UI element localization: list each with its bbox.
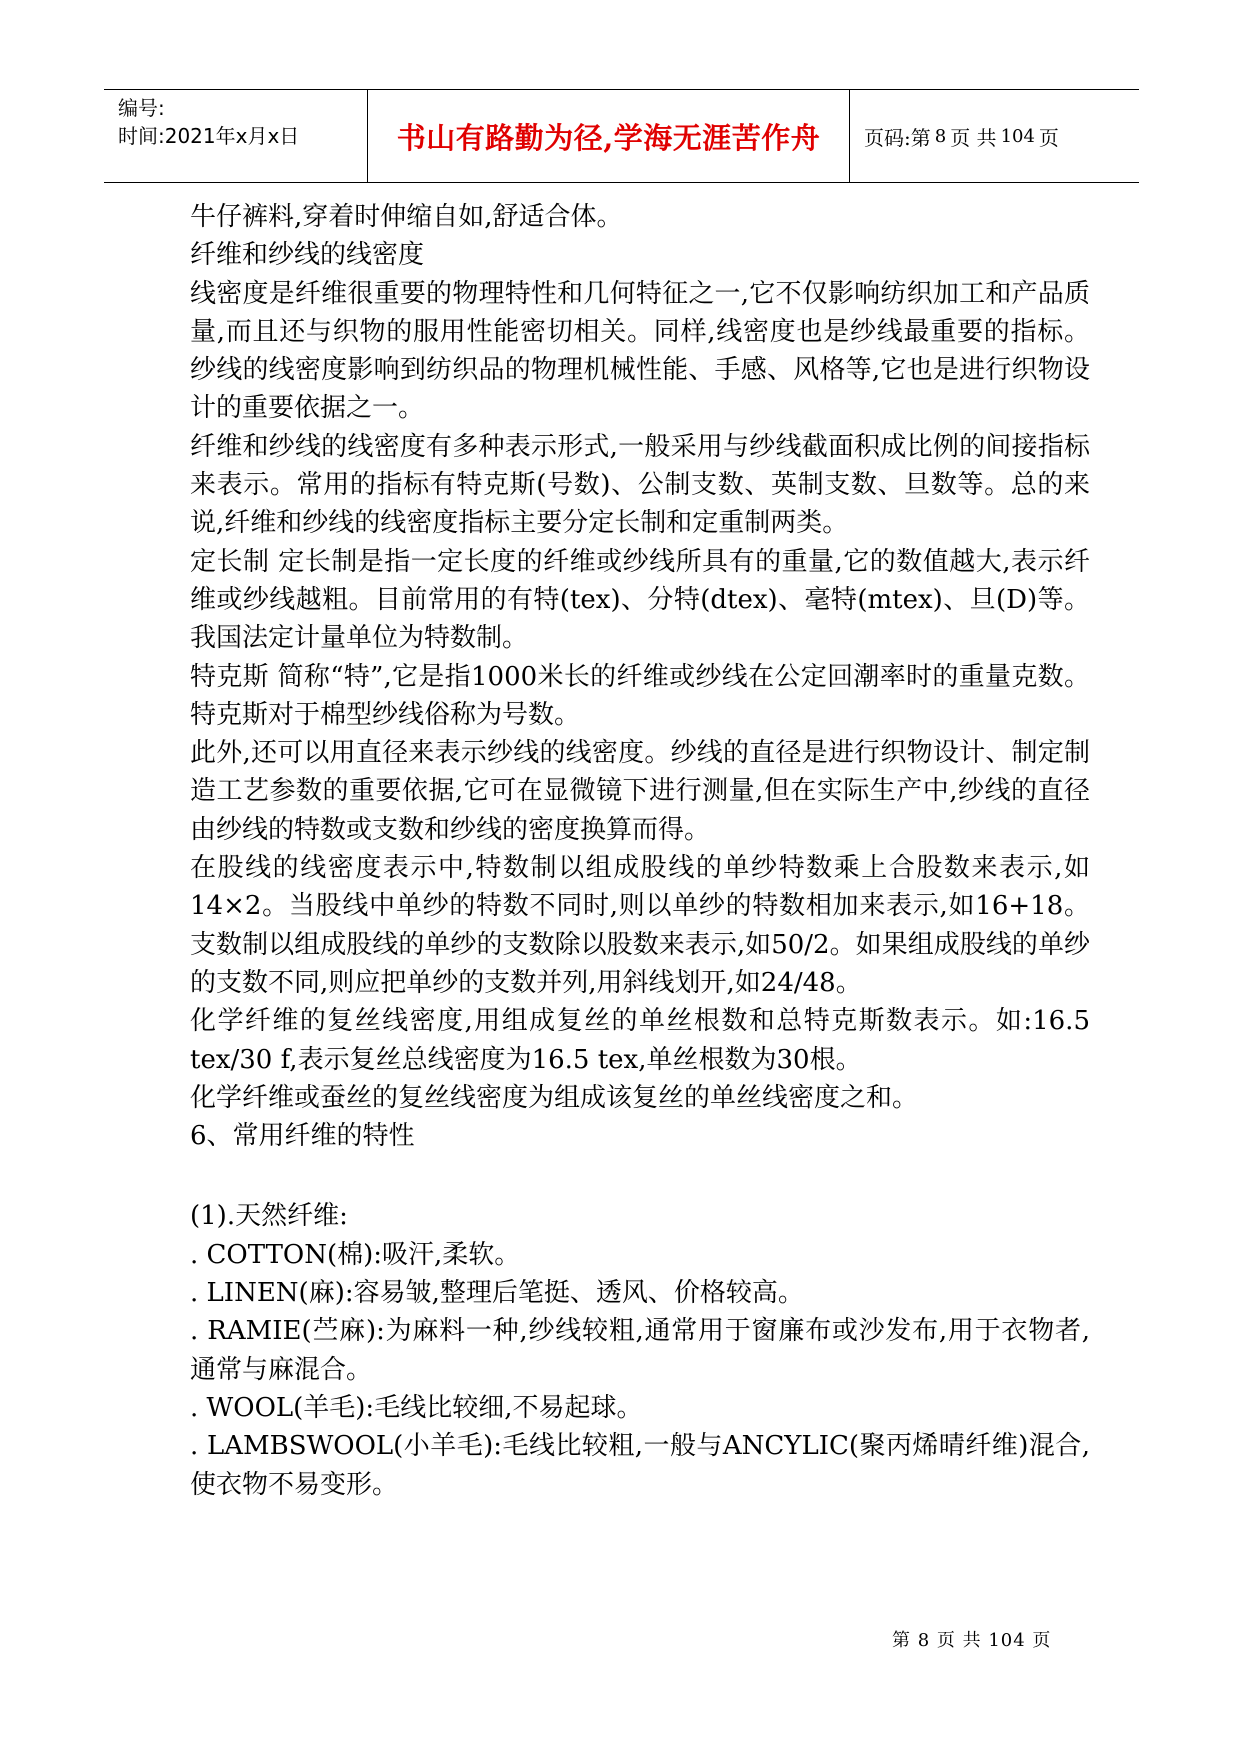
list-item: . COTTON(棉):吸汗,柔软。: [190, 1239, 521, 1270]
page-footer: 第 8 页 共 104 页: [892, 1630, 1052, 1651]
paragraph: 特克斯 简称“特”,它是指1000米长的纤维或纱线在公定回潮率时的重量克数。特克斯对于棉型纱线俗称为号数。: [190, 661, 1090, 730]
document-time-label: 时间:2021年x月x日: [118, 124, 300, 148]
list-item: . LAMBSWOOL(小羊毛):毛线比较粗,一般与ANCYLIC(聚丙烯晴纤维)混合,使衣物不易变形。: [190, 1431, 1090, 1500]
paragraph: 牛仔裤料,穿着时伸缩自如,舒适合体。: [190, 202, 623, 232]
paragraph: 定长制 定长制是指一定长度的纤维或纱线所具有的重量,它的数值越大,表示纤维或纱线越粗。目前常用的有特(tex)、分特(dtex)、毫特(mtex)、旦(D)等。我国法定计量单位为特数制。: [190, 546, 1090, 654]
section-heading: 纤维和纱线的线密度: [190, 240, 425, 271]
page-total: 104: [1000, 125, 1035, 147]
page-suffix: 页: [1038, 125, 1059, 150]
paragraph: 在股线的线密度表示中,特数制以组成股线的单纱特数乘上合股数来表示,如14×2。当股线中单纱的特数不同时,则以单纱的特数相加来表示,如16+18。支数制以组成股线的单纱的支数除以股数来表示,如50/2。如果组成股线的单纱的支数不同,则应把单纱的支数并列,用斜线划开,如24/48。: [190, 853, 1090, 998]
paragraph: 线密度是纤维很重要的物理特性和几何特征之一,它不仅影响纺织加工和产品质量,而且还与织物的服用性能密切相关。同样,线密度也是纱线最重要的指标。纱线的线密度影响到纺织品的物理机械性能、手感、风格等,它也是进行织物设计的重要依据之一。: [190, 278, 1091, 424]
header-meta: [104, 90, 368, 182]
subsection-heading: (1).天然纤维:: [190, 1201, 348, 1232]
page-current: 8: [934, 125, 947, 147]
page-prefix: 页码:第: [864, 125, 931, 150]
list-item: . LINEN(麻):容易皱,整理后笔挺、透风、价格较高。: [190, 1278, 804, 1309]
page-mid: 页 共: [950, 125, 997, 150]
paragraph: 此外,还可以用直径来表示纱线的线密度。纱线的直径是进行织物设计、制定制造工艺参数的重要依据,它可在显微镜下进行测量,但在实际生产中,纱线的直径由纱线的特数或支数和纱线的密度换算而得。: [190, 738, 1090, 845]
header-motto: 书山有路勤为径,学海无涯苦作舟: [368, 90, 850, 182]
page-header: [104, 89, 1139, 183]
list-item: . RAMIE(苎麻):为麻料一种,纱线较粗,通常用于窗廉布或沙发布,用于衣物者,通常与麻混合。: [190, 1316, 1090, 1385]
paragraph: 化学纤维或蚕丝的复丝线密度为组成该复丝的单丝线密度之和。: [190, 1082, 919, 1113]
document-body: [190, 198, 1090, 1504]
list-item: . WOOL(羊毛):毛线比较细,不易起球。: [190, 1392, 643, 1423]
blank-line: [190, 1155, 1090, 1197]
document-number-label: 编号:: [118, 96, 165, 120]
section-heading: 6、常用纤维的特性: [190, 1121, 415, 1152]
paragraph: 化学纤维的复丝线密度,用组成复丝的单丝根数和总特克斯数表示。如:16.5 tex/30 f,表示复丝总线密度为16.5 tex,单丝根数为30根。: [190, 1006, 1090, 1075]
paragraph: 纤维和纱线的线密度有多种表示形式,一般采用与纱线截面积成比例的间接指标来表示。常用的指标有特克斯(号数)、公制支数、英制支数、旦数等。总的来说,纤维和纱线的线密度指标主要分定长制和定重制两类。: [190, 431, 1090, 539]
header-page-info: [850, 90, 1139, 182]
